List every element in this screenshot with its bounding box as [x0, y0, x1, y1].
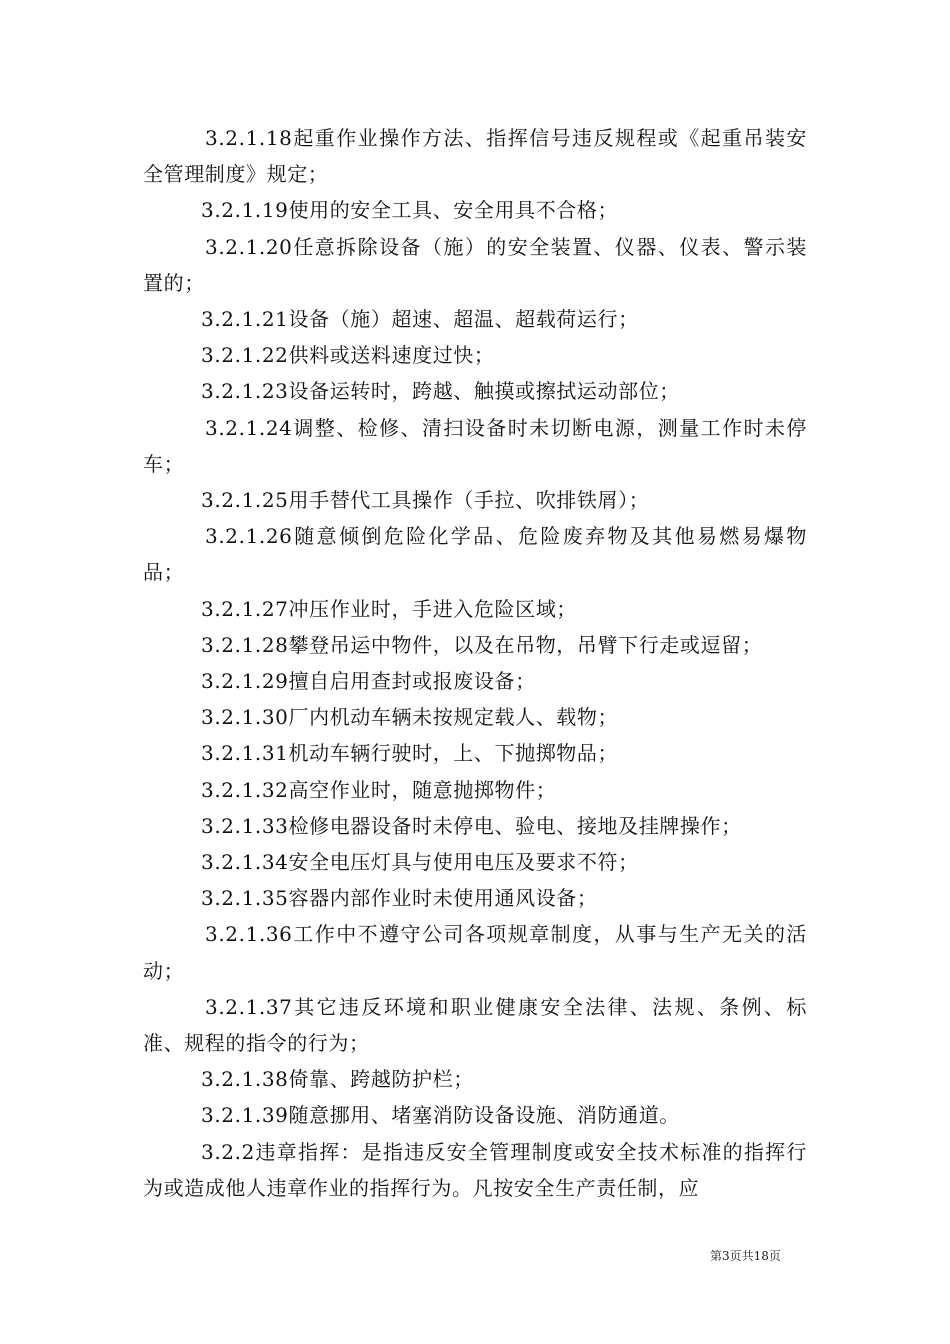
paragraph: 3.2.1.24调整、检修、清扫设备时未切断电源，测量工作时未停车； — [143, 415, 807, 476]
paragraph: 3.2.1.19使用的安全工具、安全用具不合格； — [201, 198, 619, 223]
paragraph: 3.2.1.18起重作业操作方法、指挥信号违反规程或《起重吊装安全管理制度》规定； — [143, 126, 807, 187]
paragraph: 3.2.1.20任意拆除设备（施）的安全装置、仪器、仪表、警示装置的； — [143, 234, 807, 295]
paragraph: 3.2.1.27冲压作业时，手进入危险区域； — [201, 596, 577, 621]
paragraph: 3.2.1.38倚靠、跨越防护栏； — [201, 1067, 474, 1092]
paragraph: 3.2.2违章指挥：是指违反安全管理制度或安全技术标准的指挥行为或造成他人违章作业的指挥行为。凡按安全生产责任制，应 — [143, 1139, 807, 1200]
paragraph: 3.2.1.34安全电压灯具与使用电压及要求不符； — [201, 850, 639, 875]
paragraph: 3.2.1.33检修电器设备时未停电、验电、接地及挂牌操作； — [201, 813, 742, 838]
paragraph: 3.2.1.22供料或送料速度过快； — [201, 343, 495, 368]
paragraph: 3.2.1.30厂内机动车辆未按规定载人、载物； — [201, 705, 619, 730]
paragraph: 3.2.1.26随意倾倒危险化学品、危险废弃物及其他易燃易爆物品； — [143, 524, 807, 585]
paragraph: 3.2.1.35容器内部作业时未使用通风设备； — [201, 886, 598, 911]
paragraph: 3.2.1.32高空作业时，随意抛掷物件； — [201, 777, 557, 802]
paragraph: 3.2.1.31机动车辆行驶时，上、下抛掷物品； — [201, 741, 619, 766]
page-number-footer: 第3页共18页 — [710, 1249, 781, 1263]
paragraph: 3.2.1.25用手替代工具操作（手拉、吹排铁屑）； — [201, 488, 650, 513]
paragraph: 3.2.1.37其它违反环境和职业健康安全法律、法规、条例、标准、规程的指令的行为； — [143, 994, 807, 1056]
paragraph: 3.2.1.28攀登吊运中物件，以及在吊物，吊臂下行走或逗留； — [201, 632, 763, 657]
paragraph: 3.2.1.23设备运转时，跨越、触摸或擦拭运动部位； — [201, 379, 680, 404]
paragraph: 3.2.1.36工作中不遵守公司各项规章制度，从事与生产无关的活动； — [143, 922, 807, 983]
paragraph: 3.2.1.39随意挪用、堵塞消防设备设施、消防通道。 — [201, 1103, 680, 1128]
document-body — [143, 120, 807, 1206]
paragraph: 3.2.1.29擅自启用查封或报废设备； — [201, 669, 536, 694]
paragraph: 3.2.1.21设备（施）超速、超温、超载荷运行； — [201, 307, 639, 332]
